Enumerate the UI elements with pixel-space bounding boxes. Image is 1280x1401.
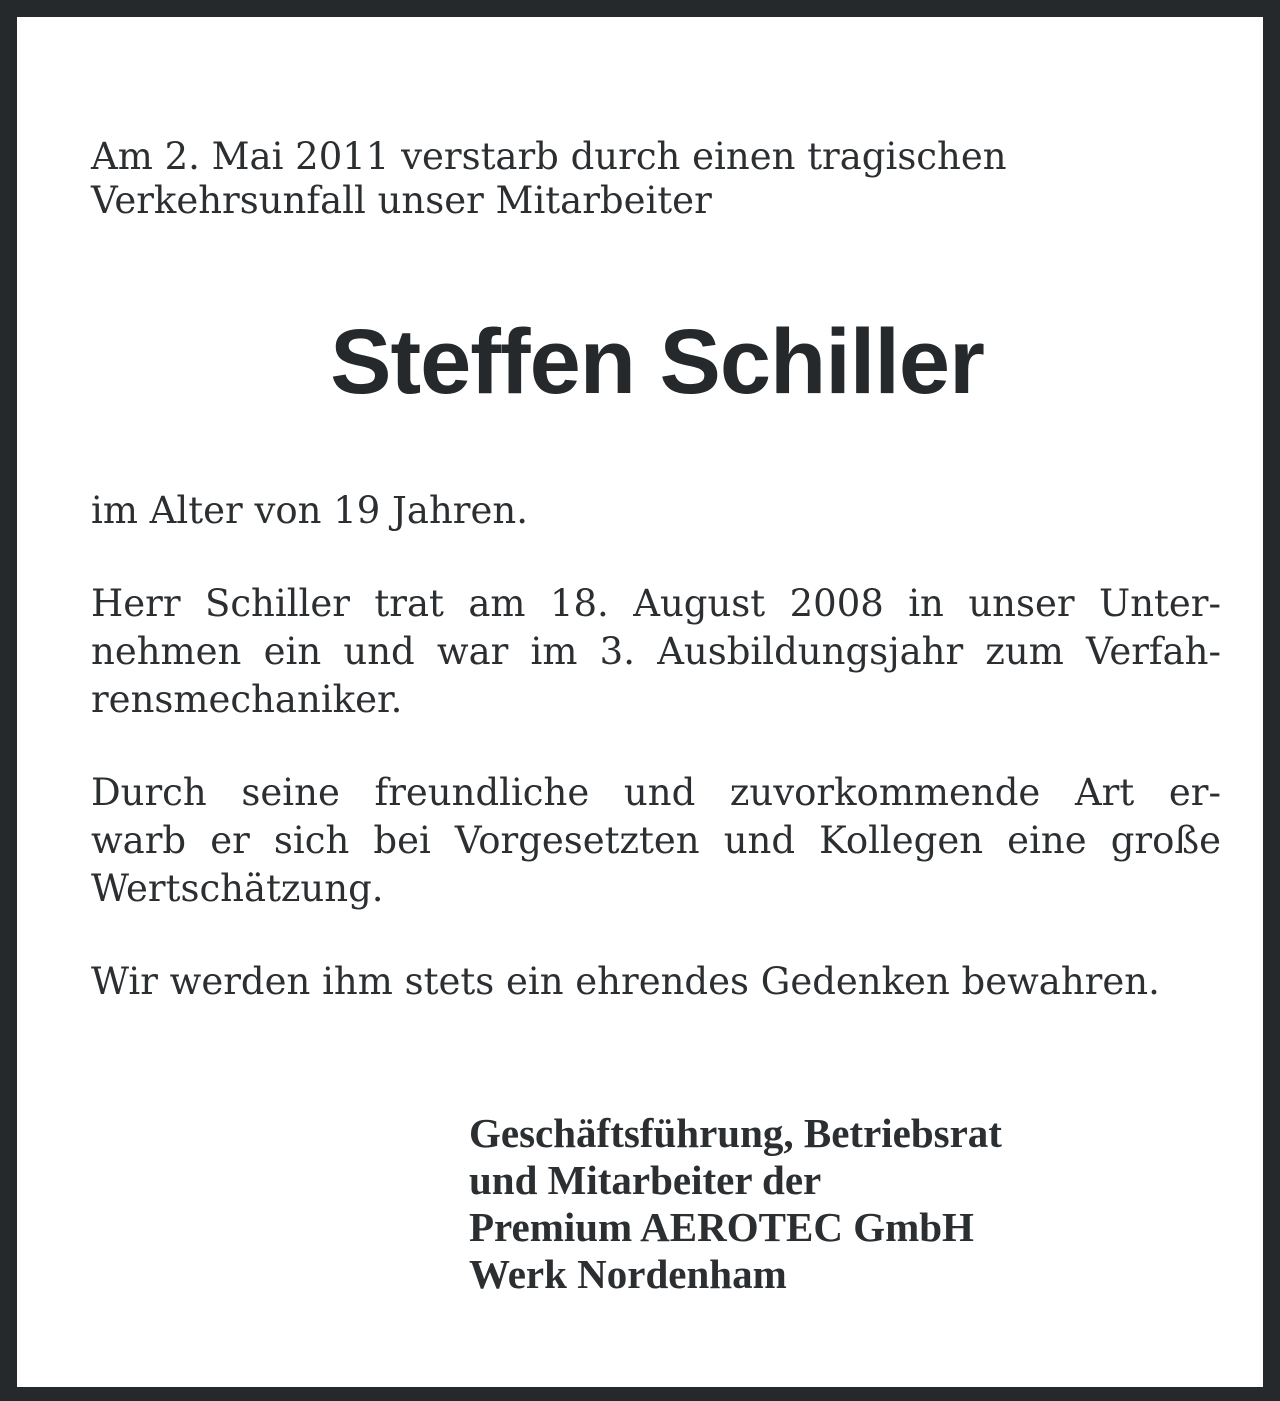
intro-line-1: Am 2. Mai 2011 verstarb durch einen tragischen	[91, 135, 1007, 178]
intro-line-2: Verkehrsunfall unser Mitarbeiter	[91, 179, 712, 222]
paragraph-1-line-2: nehmen ein und war im 3. Ausbildungsjahr zum Verfah-	[91, 630, 1221, 673]
closing-line: Wir werden ihm stets ein ehrendes Gedenken bewahren.	[91, 960, 1160, 1003]
paragraph-1-line-3: rensmechaniker.	[91, 678, 403, 721]
paragraph-2-line-3: Wertschätzung.	[91, 867, 384, 910]
age-line: im Alter von 19 Jahren.	[91, 489, 528, 532]
paragraph-2-line-1: Durch seine freundliche und zuvorkommende Art er-	[91, 771, 1221, 814]
deceased-name: Steffen Schiller	[330, 311, 984, 413]
signature-line-4: Werk Nordenham	[469, 1251, 787, 1297]
signature-line-1: Geschäftsführung, Betriebsrat	[469, 1110, 1002, 1156]
signature-line-3: Premium AEROTEC GmbH	[469, 1204, 974, 1250]
signature-line-2: und Mitarbeiter der	[469, 1157, 822, 1203]
paragraph-2-line-2: warb er sich bei Vorgesetzten und Kollegen eine große	[91, 819, 1221, 862]
paragraph-1-line-1: Herr Schiller trat am 18. August 2008 in unser Unter-	[91, 582, 1221, 625]
